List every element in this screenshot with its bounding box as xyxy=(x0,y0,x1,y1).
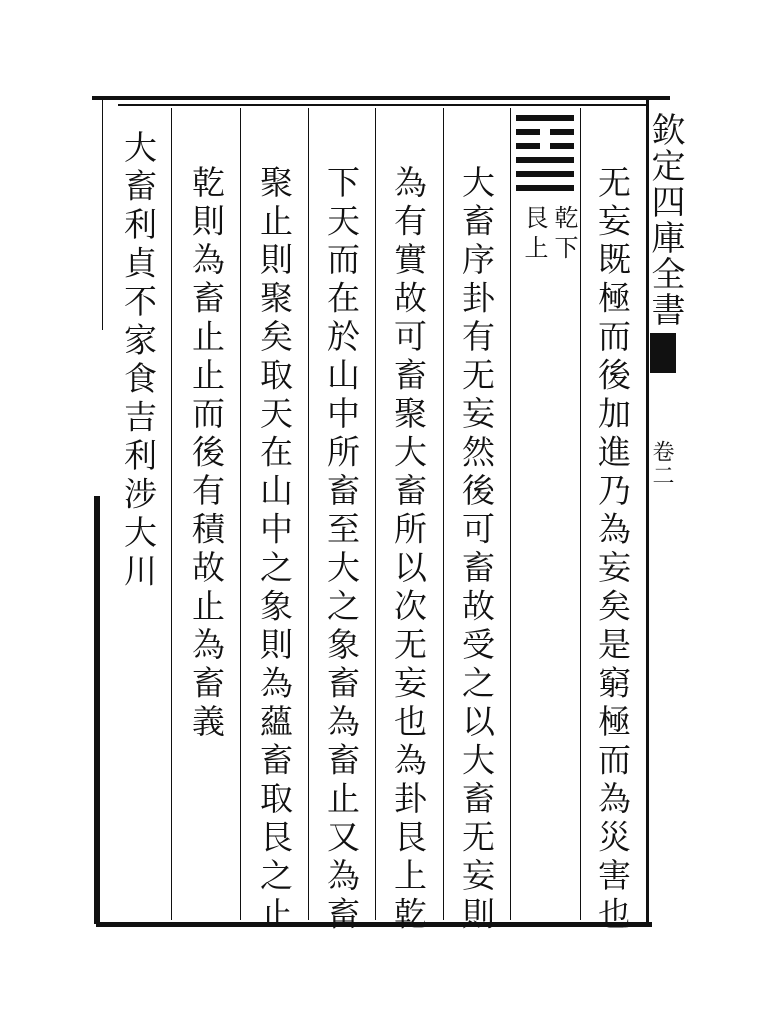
column-divider xyxy=(580,108,581,920)
hexagram-line xyxy=(516,157,574,163)
margin-juan-label: 卷二 xyxy=(649,440,674,488)
column-divider xyxy=(510,108,511,920)
text-column-3: 為有實故可畜聚大畜所以次无妄也為卦艮上乾 xyxy=(389,165,428,935)
text-column-1: 无妄既極而後加進乃為妄矣是窮極而為災害也 xyxy=(593,165,632,935)
text-column-6: 乾則為畜止止而後有積故止為畜義 xyxy=(187,165,226,743)
trigram-lower-label: 乾下 xyxy=(550,205,578,265)
column-divider xyxy=(308,108,309,920)
column-divider xyxy=(171,108,172,920)
margin-book-title: 欽定四庫全書 xyxy=(645,112,685,328)
left-border xyxy=(94,496,100,924)
hexagram-line xyxy=(516,185,574,191)
text-column-7: 大畜利貞不家食吉利涉大川 xyxy=(119,130,158,592)
column-divider xyxy=(375,108,376,920)
hexagram-line xyxy=(516,129,574,135)
fishtail-mark xyxy=(650,333,676,373)
bottom-border xyxy=(96,922,652,927)
top-inner-rule xyxy=(118,104,648,106)
top-border xyxy=(92,96,670,100)
hexagram-line xyxy=(516,171,574,177)
text-column-4: 下天而在於山中所畜至大之象畜為畜止又為畜 xyxy=(322,165,361,935)
hexagram-line xyxy=(516,143,574,149)
hexagram-line xyxy=(516,115,574,121)
column-divider xyxy=(240,108,241,920)
hexagram-symbol xyxy=(516,115,574,199)
trigram-upper-label: 艮上 xyxy=(520,205,548,265)
text-column-5: 聚止則聚矣取天在山中之象則為蘊畜取艮之止 xyxy=(255,165,294,935)
text-column-2: 大畜序卦有无妄然後可畜故受之以大畜无妄則 xyxy=(457,165,496,935)
left-thin-rule xyxy=(102,100,103,330)
column-divider xyxy=(443,108,444,920)
